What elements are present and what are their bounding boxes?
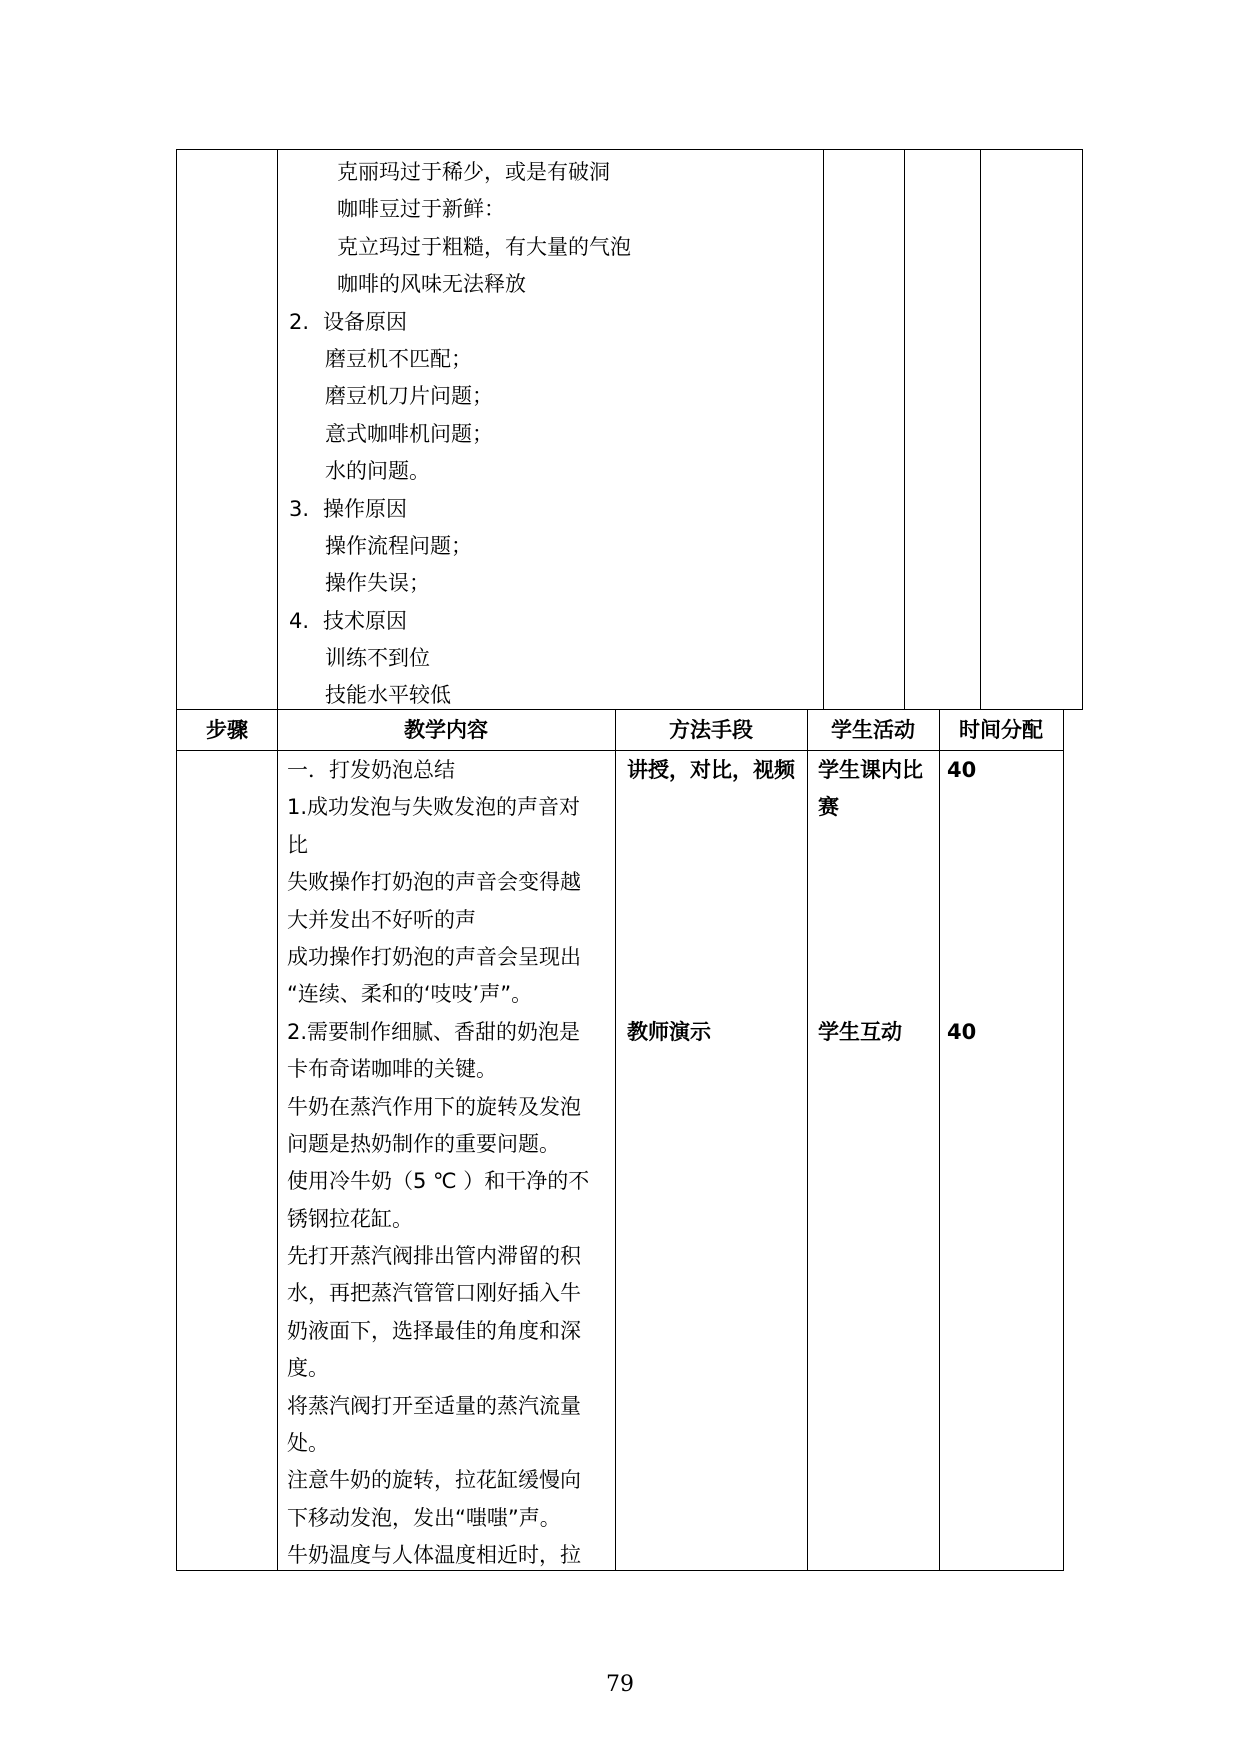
content-line: 将蒸汽阀打开至适量的蒸汽流量 — [287, 1393, 581, 1418]
content-line: 先打开蒸汽阀排出管内滞留的积 — [287, 1244, 581, 1269]
content-line: 1.成功发泡与失败发泡的声音对 — [287, 795, 581, 820]
content-line: 成功操作打奶泡的声音会呈现出 — [287, 944, 581, 969]
content-line: 比 — [287, 832, 308, 857]
lesson-plan-table — [176, 710, 1064, 1571]
content-line: 磨豆机不匹配； — [325, 346, 472, 371]
content-line: 克丽玛过于稀少，或是有破洞 — [337, 160, 610, 184]
content-line: 2.需要制作细腻、香甜的奶泡是 — [287, 1019, 581, 1044]
column-divider — [980, 150, 981, 709]
group-number: 3. — [289, 496, 310, 521]
content-line: 下移动发泡，发出“嗤嗤”声。 — [287, 1505, 561, 1530]
time-cell-1: 40 — [947, 758, 977, 782]
content-line: 水的问题。 — [325, 459, 430, 484]
content-line: 水，再把蒸汽管管口刚好插入牛 — [287, 1281, 581, 1306]
content-line: 注意牛奶的旋转，拉花缸缓慢向 — [287, 1468, 581, 1493]
activity-cell-2: 学生互动 — [818, 1020, 902, 1044]
activity-line: 赛 — [818, 795, 839, 820]
group-number: 2. — [289, 309, 310, 334]
teaching-content — [287, 752, 612, 1575]
content-line: 一．打发奶泡总结 — [287, 758, 455, 782]
content-line: 卡布奇诺咖啡的关键。 — [287, 1057, 497, 1082]
column-divider — [823, 150, 824, 709]
column-divider — [939, 710, 940, 1570]
content-line: 牛奶温度与人体温度相近时，拉 — [287, 1543, 581, 1568]
content-line: 操作失误； — [325, 571, 430, 596]
content-line: 操作流程问题； — [325, 533, 472, 558]
content-line: 问题是热奶制作的重要问题。 — [287, 1131, 560, 1156]
content-line: 磨豆机刀片问题； — [325, 384, 493, 409]
column-divider — [615, 710, 616, 1570]
content-line: 失败操作打奶泡的声音会变得越 — [287, 870, 581, 895]
content-line: 克立玛过于粗糙，有大量的气泡 — [337, 234, 631, 259]
content-line: 锈钢拉花缸。 — [287, 1206, 413, 1231]
group-heading — [277, 304, 631, 341]
content-line: “连续、柔和的‘吱吱’声”。 — [287, 982, 533, 1007]
content-line: 使用冷牛奶（5 ℃ ）和干净的不 — [287, 1169, 590, 1194]
time-cell-2: 40 — [947, 1020, 977, 1044]
group-heading — [277, 491, 631, 528]
content-line: 度。 — [287, 1356, 329, 1381]
content-line: 牛奶在蒸汽作用下的旋转及发泡 — [287, 1094, 581, 1119]
content-line: 咖啡的风味无法释放 — [337, 272, 526, 297]
activity-line: 学生课内比 — [818, 758, 923, 782]
content-line: 处。 — [287, 1431, 329, 1456]
continuation-table — [176, 149, 1083, 710]
header-activity: 学生活动 — [831, 718, 915, 742]
content-line: 训练不到位 — [325, 646, 430, 671]
group-title: 操作原因 — [323, 496, 407, 521]
header-divider — [177, 750, 1063, 751]
header-method: 方法手段 — [669, 718, 753, 742]
column-divider — [807, 710, 808, 1570]
page-number: 79 — [606, 1672, 634, 1697]
header-step: 步骤 — [206, 718, 248, 742]
column-divider — [277, 710, 278, 1570]
group-heading — [277, 603, 631, 640]
group-number: 4. — [289, 608, 310, 633]
content-line: 技能水平较低 — [325, 683, 451, 708]
header-time: 时间分配 — [959, 718, 1043, 742]
content-line: 大并发出不好听的声 — [287, 907, 476, 932]
group-title: 设备原因 — [323, 309, 407, 334]
activity-cell-1 — [818, 752, 936, 827]
group-title: 技术原因 — [323, 608, 407, 633]
method-cell-1: 讲授，对比，视频 — [627, 758, 795, 782]
method-cell-2: 教师演示 — [627, 1020, 711, 1044]
header-content: 教学内容 — [404, 718, 488, 742]
content-line: 咖啡豆过于新鲜： — [337, 197, 505, 222]
column-divider — [904, 150, 905, 709]
continuation-content — [277, 154, 631, 715]
content-line: 意式咖啡机问题； — [325, 421, 493, 446]
content-line: 奶液面下，选择最佳的角度和深 — [287, 1318, 581, 1343]
